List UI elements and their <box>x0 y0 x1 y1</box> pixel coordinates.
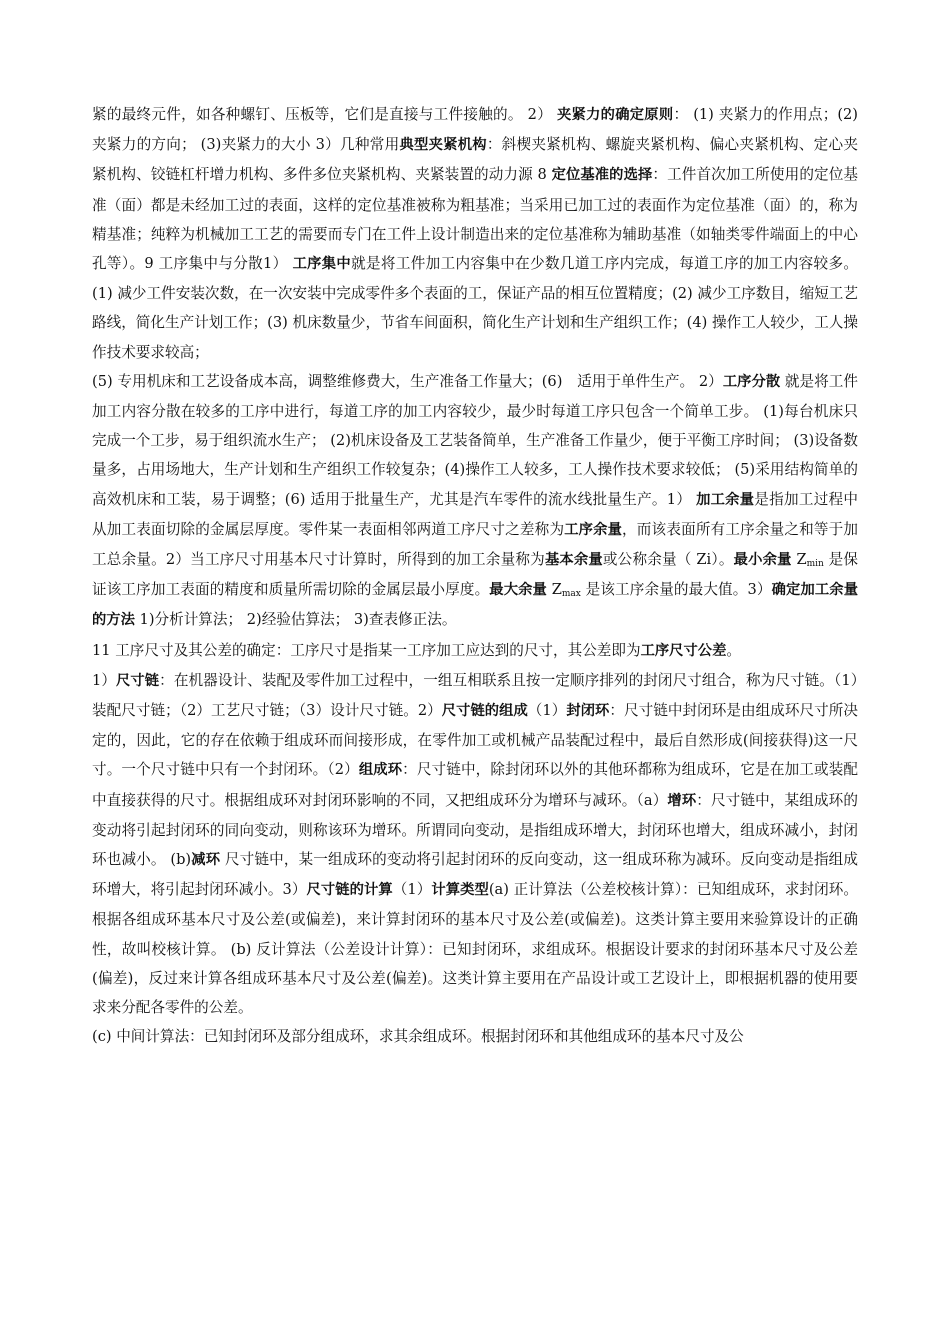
bold-term: 加工余量 <box>696 491 755 508</box>
text-run: ： (1) 夹紧力的作用点；(2)夹紧力的方向； (3)夹紧力的大小 3）几种常用 <box>92 106 859 154</box>
para-dimension-tolerance <box>92 636 858 666</box>
text-run: 1)分析计算法； 2)经验估算法； 3)查表修正法。 <box>134 611 457 629</box>
text-run: (c) 中间计算法：已知封闭环及部分组成环，求其余组成环。根据封闭环和其他组成环的基本尺寸及公 <box>92 1028 744 1046</box>
text-run: ：尺寸链中，除封闭环以外的其他环都称为组成环，它是在加工或装配中直接获得的尺寸。根据组成环对封闭环影响的不同，又把组成环分为增环与减环。（a） <box>92 761 858 809</box>
text-run: 1） <box>92 671 117 689</box>
para-dispersion <box>92 367 858 636</box>
subscript-text: max <box>561 589 581 600</box>
text-run: 11 工序尺寸及其公差的确定：工序尺寸是指某一工序加工应达到的尺寸，其公差即为 <box>92 641 641 659</box>
text-run: (a) 正计算法（公差校核计算）：已知组成环，求封闭环。根据各组成环基本尺寸及公差(或偏差)，来计算封闭环的基本尺寸及公差(或偏差)。这类计算主要用来验算设计的正确性，故叫校核计算。 (b) 反计算法（公差设计计算）：已知封闭环，求组成环。根据设计要求的封闭环基本尺寸及公差(偏差)，反过来计算各组成环基本尺寸及公差(偏差)。这类计算主要用在产品设计或工艺设计上，即根据机器的使用要求来分配各零件的公差。 <box>92 881 858 1017</box>
bold-term: 减环 <box>191 852 221 869</box>
text-run: (5) 专用机床和工艺设备成本高，调整维修费大，生产准备工作量大；(6) 适用于单件生产。 2） <box>92 372 723 390</box>
text-run: 紧的最终元件，如各种螺钉、压板等，它们是直接与工件接触的。 2） <box>92 106 557 123</box>
para-clamping <box>92 100 858 367</box>
bold-term: 尺寸链的计算 <box>306 882 393 899</box>
text-run: 就是将工件加工内容分散在较多的工序中进行，每道工序的加工内容较少，最少时每道工序只包含一个简单工步。 (1)每台机床只完成一个工步，易于组织流水生产； (2)机床设备及工艺装备简单，生产准备工作量少，便于平衡工序时间； (3)设备数量多，占用场地大，生产计划和生产组织工作较复杂；(4)操作工人较多，工人操作技术要求较低； (5)采用结构简单的高效机床和工装，易于调整；(6) 适用于批量生产，尤其是汽车零件的流水线批量生产。1） <box>92 372 859 508</box>
bold-term: 最小余量 <box>733 552 792 569</box>
text-run: 。 <box>726 641 741 659</box>
bold-term: 组成环 <box>358 762 403 779</box>
text-run: （1） <box>392 881 432 899</box>
bold-term: 工序集中 <box>292 256 352 273</box>
text-run: Z <box>546 581 562 599</box>
text-run: 尺寸链中，某一组成环的变动将引起封闭环的反向变动，这一组成环称为减环。反向变动是指组成环增大，将引起封闭环减小。3） <box>92 851 858 899</box>
bold-term: 定位基准的选择 <box>551 167 653 184</box>
text-run: 是保证该工序加工表面的精度和质量所需切除的金属层最小厚度。 <box>92 551 859 599</box>
subscript-text: min <box>806 559 824 570</box>
bold-term: 工序余量 <box>564 521 623 538</box>
text-run: 或公称余量（ Zi）。 <box>602 551 734 569</box>
text-run: ：在机器设计、装配及零件加工过程中，一组互相联系且按一定顺序排列的封闭尺寸组合，称为尺寸链。（1）装配尺寸链；（2）工艺尺寸链；（3）设计尺寸链。2） <box>92 671 858 720</box>
bold-term: 封闭环 <box>566 703 610 720</box>
para-intermediate-calc <box>92 1022 858 1051</box>
bold-term: 最大余量 <box>489 582 547 599</box>
bold-term: 尺寸链 <box>116 672 160 689</box>
text-run: ：尺寸链中封闭环是由组成环尺寸所决定的，因此，它的存在依赖于组成环而间接形成，在零件加工或机械产品装配过程中，最后自然形成(间接获得)这一尺寸。一个尺寸链中只有一个封闭环。（2） <box>92 702 858 779</box>
text-run: ：工件首次加工所使用的定位基准（面）都是未经加工过的表面，这样的定位基准被称为粗基准；当采用已加工过的表面作为定位基准（面）的，称为精基准；纯粹为机械加工工艺的需要而专门在工件上设计制造出来的定位基准称为辅助基准（如轴类零件端面上的中心孔等）。9 工序集中与分散1） <box>92 166 858 273</box>
text-run: ，而该表面所有工序余量之和等于加工总余量。2）当工序尺寸用基本尺寸计算时，所得到的加工余量称为 <box>92 520 858 569</box>
bold-term: 基本余量 <box>544 552 603 569</box>
document-page <box>92 100 858 1052</box>
bold-term: 夹紧力的确定原则 <box>556 107 674 123</box>
text-run: Z <box>791 551 807 569</box>
text-run: （1） <box>527 702 567 720</box>
bold-term: 工序尺寸公差 <box>640 642 727 659</box>
para-dimension-chain <box>92 666 858 1022</box>
text-run: ：斜楔夹紧机构、螺旋夹紧机构、偏心夹紧机构、定心夹紧机构、铰链杠杆增力机构、多件多位夹紧机构、夹紧装置的动力源 8 <box>92 136 858 184</box>
bold-term: 确定加工余量的方法 <box>92 582 858 629</box>
text-run: ：尺寸链中，某组成环的变动将引起封闭环的同向变动，则称该环为增环。所谓同向变动，是指组成环增大，封闭环也增大，组成环减小，封闭环也减小。 (b) <box>92 791 858 869</box>
bold-term: 计算类型 <box>431 882 489 899</box>
bold-term: 增环 <box>667 792 697 809</box>
text-run: 就是将工件加工内容集中在少数几道工序内完成，每道工序的加工内容较多。 (1) 减少工件安装次数，在一次安装中完成零件多个表面的工，保证产品的相互位置精度；(2) 减少工序数目，缩短工艺路线，简化生产计划工作；(3) 机床数量少，节省车间面积，简化生产计划和生产组织工作；(4) 操作工人较少，工人操作技术要求较高； <box>92 255 858 361</box>
bold-term: 尺寸链的组成 <box>441 703 528 720</box>
bold-term: 典型夹紧机构 <box>399 137 487 154</box>
text-run: 是指加工过程中从加工表面切除的金属层厚度。零件某一表面相邻两道工序尺寸之差称为 <box>92 490 858 538</box>
bold-term: 工序分散 <box>722 373 781 390</box>
text-run: 是该工序余量的最大值。3） <box>580 581 772 599</box>
